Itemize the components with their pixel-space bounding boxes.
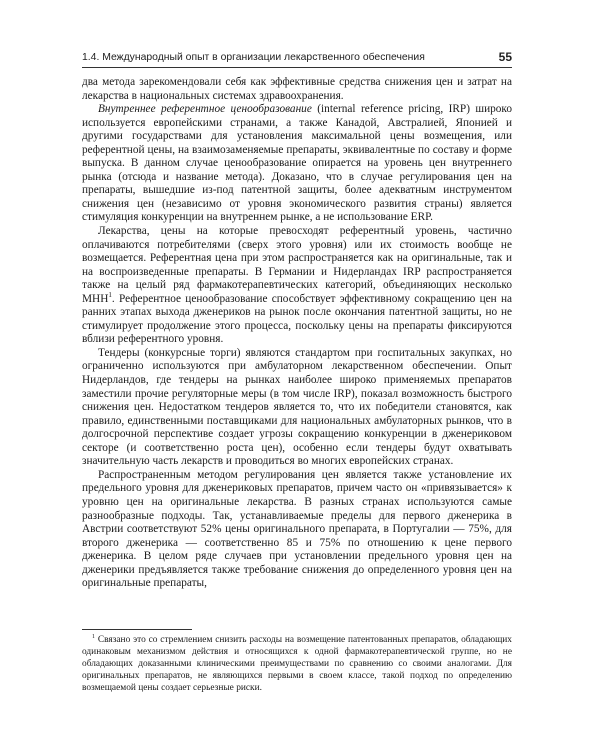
- running-header: [82, 48, 512, 68]
- paragraph-text-after: . Референтное ценообразование способствует эффективному сокращению цен на ранних этапах выхода дженериков на рынок после окончания патентной защиты, но не стимулирует продолжение этого процесса, поскольку цены на препараты фиксируются вблизи референтного уровня.: [82, 292, 512, 346]
- paragraph-text: Тендеры (конкурсные торги) являются стандартом при госпитальных закупках, но ограниченно используются при амбулаторном лекарственном обеспечении. Опыт Нидерландов, где тендеры на рынках наиболее широко применяемых препаратов заместили прочие регуляторные меры (в том числе IRP), показал возможность быстрого снижения цен. Недостатком тендеров является то, что их победители становятся, как правило, единственными поставщиками для национальных амбулаторных рынков, что в долгосрочной перспективе создает угрозы сокращению конкуренции в дженериковом секторе (и соответственно роста цен), особенно если тендеры будут охватывать значительную часть лекарств и проводиться во многих европейских странах.: [82, 346, 512, 468]
- paragraph-text: (internal reference pricing, IRP) широко используется европейскими странами, а также Канадой, Австралией, Японией и другими государствами для установления максимальной цены возмещения, или референтной цены, на взаимозаменяемые препараты, эквивалентные по составу и форме выпуска. В данном случае ценообразование опирается на уровень цен внутреннего рынка (отсюда и название метода). Доказано, что в случае регулирования цен на препараты, вышедшие из-под патентной защиты, более адекватным инструментом снижения цен (независимо от уровня экономического развития страны) является стимуляция конкуренции на внутреннем рынке, а не использование ERP.: [82, 103, 512, 224]
- paragraph-text: Лекарства, цены на которые превосходят референтный уровень, частично оплачиваются потребителями (сверх этого уровня) или их стоимость вообще не возмещается. Референтная цена при этом распространяется как на оригинальные, так и на воспроизведенные препараты. В Германии и Нидерландах IRP распространяется также на целый ряд фармакотерапевтических категорий, объединяющих несколько МНН: [82, 225, 512, 305]
- footnote-marker: 1: [108, 290, 112, 299]
- paragraph-reference-price: [82, 225, 512, 347]
- footnote: [82, 634, 512, 694]
- paragraph-text: Распространенным методом регулирования цен является также установление их предельного уровня для дженериковых препаратов, причем часто он «привязывается» к уровню цен на оригинальные лекарства. В разных странах используются самые разнообразные подходы. Так, устанавливаемые пределы для первого дженерика в Австрии соответствуют 52% цены оригинального препарата, в Португалии — 75%, для второго дженерика — соответственно 85 и 75% по отношению к цене первого дженерика. В целом ряде случаев при установлении предельного уровня цен на дженерики предъявляется также требование снижения до определенного уровня цен на оригинальные препараты,: [82, 468, 512, 590]
- footnote-rule: [82, 629, 192, 630]
- paragraph-irp: [82, 103, 512, 225]
- paragraph-text: два метода зарекомендовали себя как эффективные средства снижения цен и затрат на лекарства в национальных системах здравоохранения.: [82, 76, 512, 102]
- footnote-number: 1: [92, 633, 95, 640]
- footnote-paragraph: [82, 634, 512, 694]
- page-number: 55: [498, 50, 512, 64]
- italic-term: Внутреннее референтное ценообразование: [98, 103, 312, 116]
- header-rule: [82, 67, 512, 68]
- footnote-text: Связано это со стремлением снизить расходы на возмещение патентованных препаратов, обладающих одинаковым механизмом действия и относящихся к одной фармакотерапевтической группе, но не обладающих доказанными клиническими преимуществами по сравнению со своими аналогами. Для оригинальных препаратов, не являющихся первыми в своем классе, такой подход по определению возмещаемой цены создает серьезные риски.: [82, 635, 512, 694]
- running-header-title: 1.4. Международный опыт в организации лекарственного обеспечения: [82, 52, 425, 63]
- body-text: [82, 76, 512, 591]
- paragraph-tenders: [82, 347, 512, 469]
- paragraph-price-caps: [82, 469, 512, 591]
- paragraph-continuation: [82, 76, 512, 103]
